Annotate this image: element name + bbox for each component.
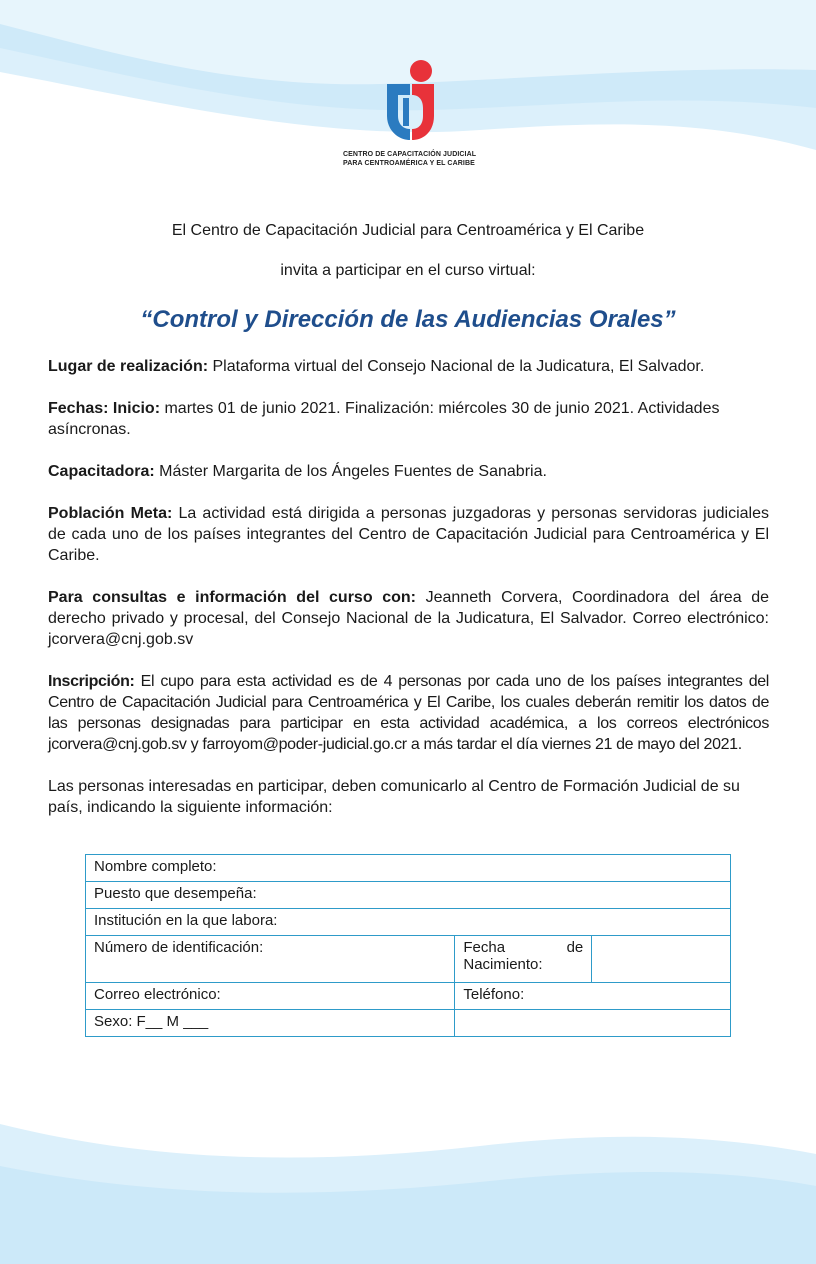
- poblacion-label: Población Meta:: [48, 505, 173, 522]
- consultas-text: Jeanneth Corvera, Coordinadora del área de derecho privado y procesal, del Consejo Nacional de la Judicatura, El Salvador. Correo electrónico: jcorvera@cnj.gob.sv: [48, 589, 770, 648]
- logo-emblem-icon: [379, 58, 441, 144]
- institucion-field: Institución en la que labora:: [86, 909, 731, 936]
- fechas-label: Fechas: Inicio:: [48, 400, 161, 417]
- logo-text-line2: PARA CENTROAMÉRICA Y EL CARIBE: [343, 160, 475, 167]
- telefono-field: Teléfono:: [455, 983, 731, 1010]
- capacitadora-text: Máster Margarita de los Ángeles Fuentes de Sanabria.: [154, 463, 547, 480]
- nombre-field: Nombre completo:: [86, 855, 731, 882]
- fecha-nacimiento-value: [592, 936, 731, 983]
- table-row: [86, 909, 731, 936]
- registration-form-table: [85, 854, 731, 1037]
- intro-line-2: invita a participar en el curso virtual:: [280, 262, 536, 279]
- identificacion-field: Número de identificación:: [86, 936, 455, 983]
- institution-logo: [340, 58, 480, 168]
- correo-field: Correo electrónico:: [86, 983, 455, 1010]
- inscripcion-text: El cupo para esta actividad es de 4 personas por cada uno de los países integrantes del Centro de Capacitación Judicial para Centroamérica y El Caribe, los cuales deberán remitir los datos de las personas designadas para participar en esta actividad académica, a los correos electrónicos jcorvera@cnj.gob.sv y farroyom@poder-judicial.go.cr a más tardar el día viernes 21 de mayo del 2021.: [48, 673, 769, 753]
- poblacion-text: La actividad está dirigida a personas juzgadoras y personas servidoras judiciales de cada uno de los países integrantes del Centro de Capacitación Judicial para Centroamérica y El Caribe.: [48, 505, 769, 564]
- table-row: [86, 882, 731, 909]
- nacimiento-word: Nacimiento:: [463, 956, 543, 973]
- table-row: [86, 983, 731, 1010]
- empty-cell: [455, 1010, 731, 1037]
- logo-text-line1: CENTRO DE CAPACITACIÓN JUDICIAL: [343, 151, 477, 158]
- puesto-field: Puesto que desempeña:: [86, 882, 731, 909]
- table-row: [86, 1010, 731, 1037]
- interesadas-paragraph: Las personas interesadas en participar, deben comunicarlo al Centro de Formación Judicial de su país, indicando la siguiente información:: [48, 778, 740, 816]
- consultas-paragraph: [48, 587, 769, 650]
- fecha-nacimiento-label: [455, 936, 592, 983]
- lugar-paragraph: [48, 356, 769, 377]
- consultas-label: Para consultas e información del curso con:: [48, 589, 416, 606]
- course-details: [48, 356, 769, 839]
- course-title: “Control y Dirección de las Audiencias Orales”: [140, 306, 676, 333]
- poblacion-paragraph: [48, 503, 769, 566]
- logo-text: [340, 150, 480, 168]
- fechas-text: martes 01 de junio 2021. Finalización: miércoles 30 de junio 2021. Actividades asíncronas.: [48, 400, 720, 438]
- capacitadora-label: Capacitadora:: [48, 463, 155, 480]
- table-row: [86, 855, 731, 882]
- fechas-paragraph: [48, 398, 769, 440]
- capacitadora-paragraph: [48, 461, 769, 482]
- inscripcion-paragraph: [48, 671, 769, 755]
- bottom-wave-background: [0, 1094, 816, 1264]
- de-word: de: [566, 939, 584, 956]
- lugar-label: Lugar de realización:: [48, 358, 209, 375]
- fecha-word: Fecha: [463, 939, 506, 956]
- sexo-field: Sexo: F__ M ___: [86, 1010, 455, 1037]
- intro-line-1: El Centro de Capacitación Judicial para Centroamérica y El Caribe: [171, 222, 645, 239]
- table-row: [86, 936, 731, 983]
- inscripcion-label: Inscripción:: [48, 673, 135, 690]
- lugar-text: Plataforma virtual del Consejo Nacional de la Judicatura, El Salvador.: [208, 358, 705, 375]
